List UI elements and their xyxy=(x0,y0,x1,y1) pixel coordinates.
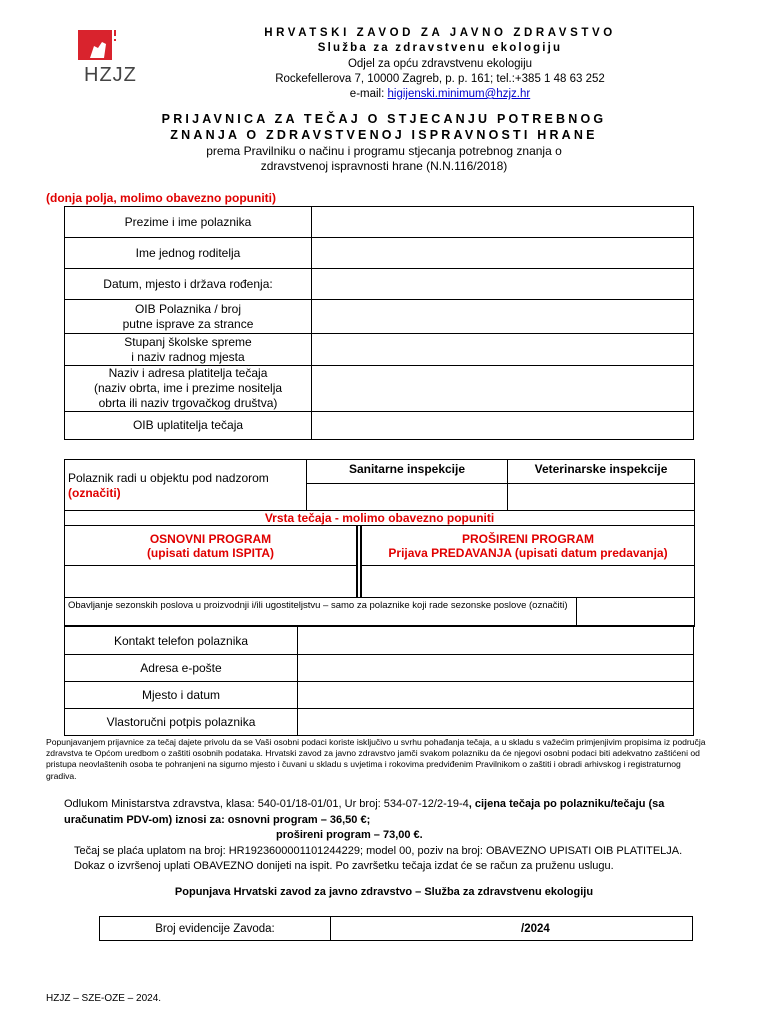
office-record-table xyxy=(99,916,693,941)
place-date-input[interactable] xyxy=(298,682,694,709)
email-label: e-mail: xyxy=(349,88,388,100)
veterinary-header-cell xyxy=(507,459,695,484)
seasonal-check-cell[interactable] xyxy=(576,597,695,627)
table-row xyxy=(100,917,693,941)
field-label: Mjesto i datum xyxy=(65,682,298,709)
sanitary-header-cell xyxy=(306,459,508,484)
course-heading-row xyxy=(64,510,695,526)
record-label: Broj evidencije Zavoda: xyxy=(100,917,331,941)
payment-line1: Odlukom Ministarstva zdravstva, klasa: 540-01/18-01/01, Ur broj: 534-07-12/2-19-4, cijena tečaja po polazniku/tečaju (sa uračunatim PDV-om) iznosi za: osnovni program – 36,50 €; xyxy=(64,798,665,826)
org-name: HRVATSKI ZAVOD ZA JAVNO ZDRAVSTVO xyxy=(264,27,616,39)
veterinary-label: Veterinarske inspekcije xyxy=(534,462,668,476)
extended-program-date-input[interactable] xyxy=(361,565,695,598)
payment-line2: prošireni program – 73,00 €. xyxy=(276,829,423,841)
phone-input[interactable] xyxy=(298,627,694,655)
table-row xyxy=(65,709,694,736)
personal-data-table xyxy=(64,206,694,440)
seasonal-label-cell xyxy=(64,597,577,627)
table-row xyxy=(65,627,694,655)
org-email-line xyxy=(200,88,680,100)
form-title-line2: ZNANJA O ZDRAVSTVENOJ ISPRAVNOSTI HRANE xyxy=(170,128,598,142)
table-row xyxy=(65,238,694,269)
signature-input[interactable] xyxy=(298,709,694,736)
field-label: OIB uplatitelja tečaja xyxy=(65,412,312,440)
record-value: /2024 xyxy=(331,917,693,941)
org-service: Služba za zdravstvenu ekologiju xyxy=(317,42,563,54)
hzjz-logo xyxy=(76,28,166,90)
table-row xyxy=(65,655,694,682)
table-row xyxy=(65,207,694,238)
sanitary-label: Sanitarne inspekcije xyxy=(348,462,466,476)
basic-program-header xyxy=(64,525,357,566)
table-row xyxy=(65,366,694,412)
oib-input[interactable] xyxy=(312,300,694,334)
privacy-notice: Popunjavanjem prijavnice za tečaj dajete privolu da se Vaši osobni podaci koriste isključivo u svrhu pohađanja tečaja, a u skladu s važećim primjenjivim propisima iz područja zdravstva te Općom uredbom o zaštiti osobnih podataka. Hrvatski zavod za javno zdravstvo jamči svakom polazniku da će njegovi osobni podaci biti adekvatno zaštićeni od pristupa neovlaštenih osoba te pohranjeni na sigurno mjesto i čuvani u skladu s uvjetima i rokovima predviđenim Pravilnikom o zaštiti i obradi arhivskog i registraturnog gradiva. xyxy=(46,737,706,781)
field-label: Vlastoručni potpis polaznika xyxy=(65,709,298,736)
email-input[interactable] xyxy=(298,655,694,682)
table-row xyxy=(65,334,694,366)
basic-program-title: OSNOVNI PROGRAM xyxy=(149,532,272,546)
field-label: OIB Polaznika / broj putne isprave za strance xyxy=(65,300,312,334)
form-subtitle-line1: prema Pravilniku o načinu i programu stjecanja potrebnog znanja o xyxy=(206,144,562,158)
field-label: Naziv i adresa platitelja tečaja (naziv obrta, ime i prezime nositelja obrta ili naziv trgovačkog društva) xyxy=(65,366,312,412)
contact-table xyxy=(64,626,694,736)
field-label: Kontakt telefon polaznika xyxy=(65,627,298,655)
surname-name-input[interactable] xyxy=(312,207,694,238)
seasonal-label: Obavljanje sezonskih poslova u proizvodnji i/ili ugostiteljstvu – samo za polaznike koji rade sezonske poslove (označiti) xyxy=(68,600,568,611)
table-row xyxy=(65,300,694,334)
form-title-line1: PRIJAVNICA ZA TEČAJ O STJECANJU POTREBNOG xyxy=(161,112,607,126)
payer-oib-input[interactable] xyxy=(312,412,694,440)
payment-line4: Dokaz o izvršenoj uplati OBAVEZNO donijeti na ispit. Po završetku tečaja izdat će se račun za pruženu uslugu. xyxy=(74,860,614,872)
parent-name-input[interactable] xyxy=(312,238,694,269)
org-address: Rockefellerova 7, 10000 Zagreb, p. p. 161; tel.:+385 1 48 63 252 xyxy=(275,73,605,85)
birth-info-input[interactable] xyxy=(312,269,694,300)
org-department: Odjel za opću zdravstvenu ekologiju xyxy=(347,58,533,70)
education-input[interactable] xyxy=(312,334,694,366)
basic-program-sub: (upisati datum ISPITA) xyxy=(146,546,275,560)
extended-program-sub: Prijava PREDAVANJA (upisati datum predavanja) xyxy=(388,546,668,560)
field-label: Ime jednog roditelja xyxy=(65,238,312,269)
mandatory-note: (donja polja, molimo obavezno popuniti) xyxy=(46,191,276,205)
document-code: HZJZ – SZE-OZE – 2024. xyxy=(46,993,162,1004)
veterinary-check-cell[interactable] xyxy=(507,483,695,511)
form-subtitle-line2: zdravstvenoj ispravnosti hrane (N.N.116/2018) xyxy=(260,159,508,173)
email-link[interactable]: higijenski.minimum@hzjz.hr xyxy=(387,88,531,100)
sanitary-check-cell[interactable] xyxy=(306,483,508,511)
basic-program-date-input[interactable] xyxy=(64,565,357,598)
payment-info xyxy=(64,797,714,875)
course-heading: Vrsta tečaja - molimo obavezno popuniti xyxy=(264,511,495,525)
table-row xyxy=(65,269,694,300)
payment-line3: Tečaj se plaća uplatom na broj: HR1923600001101244229; model 00, poziv na broj: OBAVEZNO UPISATI OIB PLATITELJA. xyxy=(74,844,683,857)
inspection-mark-hint: (označiti) xyxy=(68,486,121,500)
field-label: Prezime i ime polaznika xyxy=(65,207,312,238)
office-heading: Popunjava Hrvatski zavod za javno zdravstvo – Služba za zdravstvenu ekologiju xyxy=(174,886,594,898)
table-row xyxy=(65,412,694,440)
extended-program-header xyxy=(361,525,695,566)
extended-program-title: PROŠIRENI PROGRAM xyxy=(461,532,594,546)
inspection-label-cell xyxy=(64,459,307,511)
payer-input[interactable] xyxy=(312,366,694,412)
inspection-label: Polaznik radi u objektu pod nadzorom xyxy=(68,471,269,485)
field-label: Adresa e-pošte xyxy=(65,655,298,682)
table-row xyxy=(65,682,694,709)
field-label: Stupanj školske spreme i naziv radnog mjesta xyxy=(65,334,312,366)
field-label: Datum, mjesto i država rođenja: xyxy=(65,269,312,300)
logo-text: HZJZ xyxy=(84,64,137,86)
